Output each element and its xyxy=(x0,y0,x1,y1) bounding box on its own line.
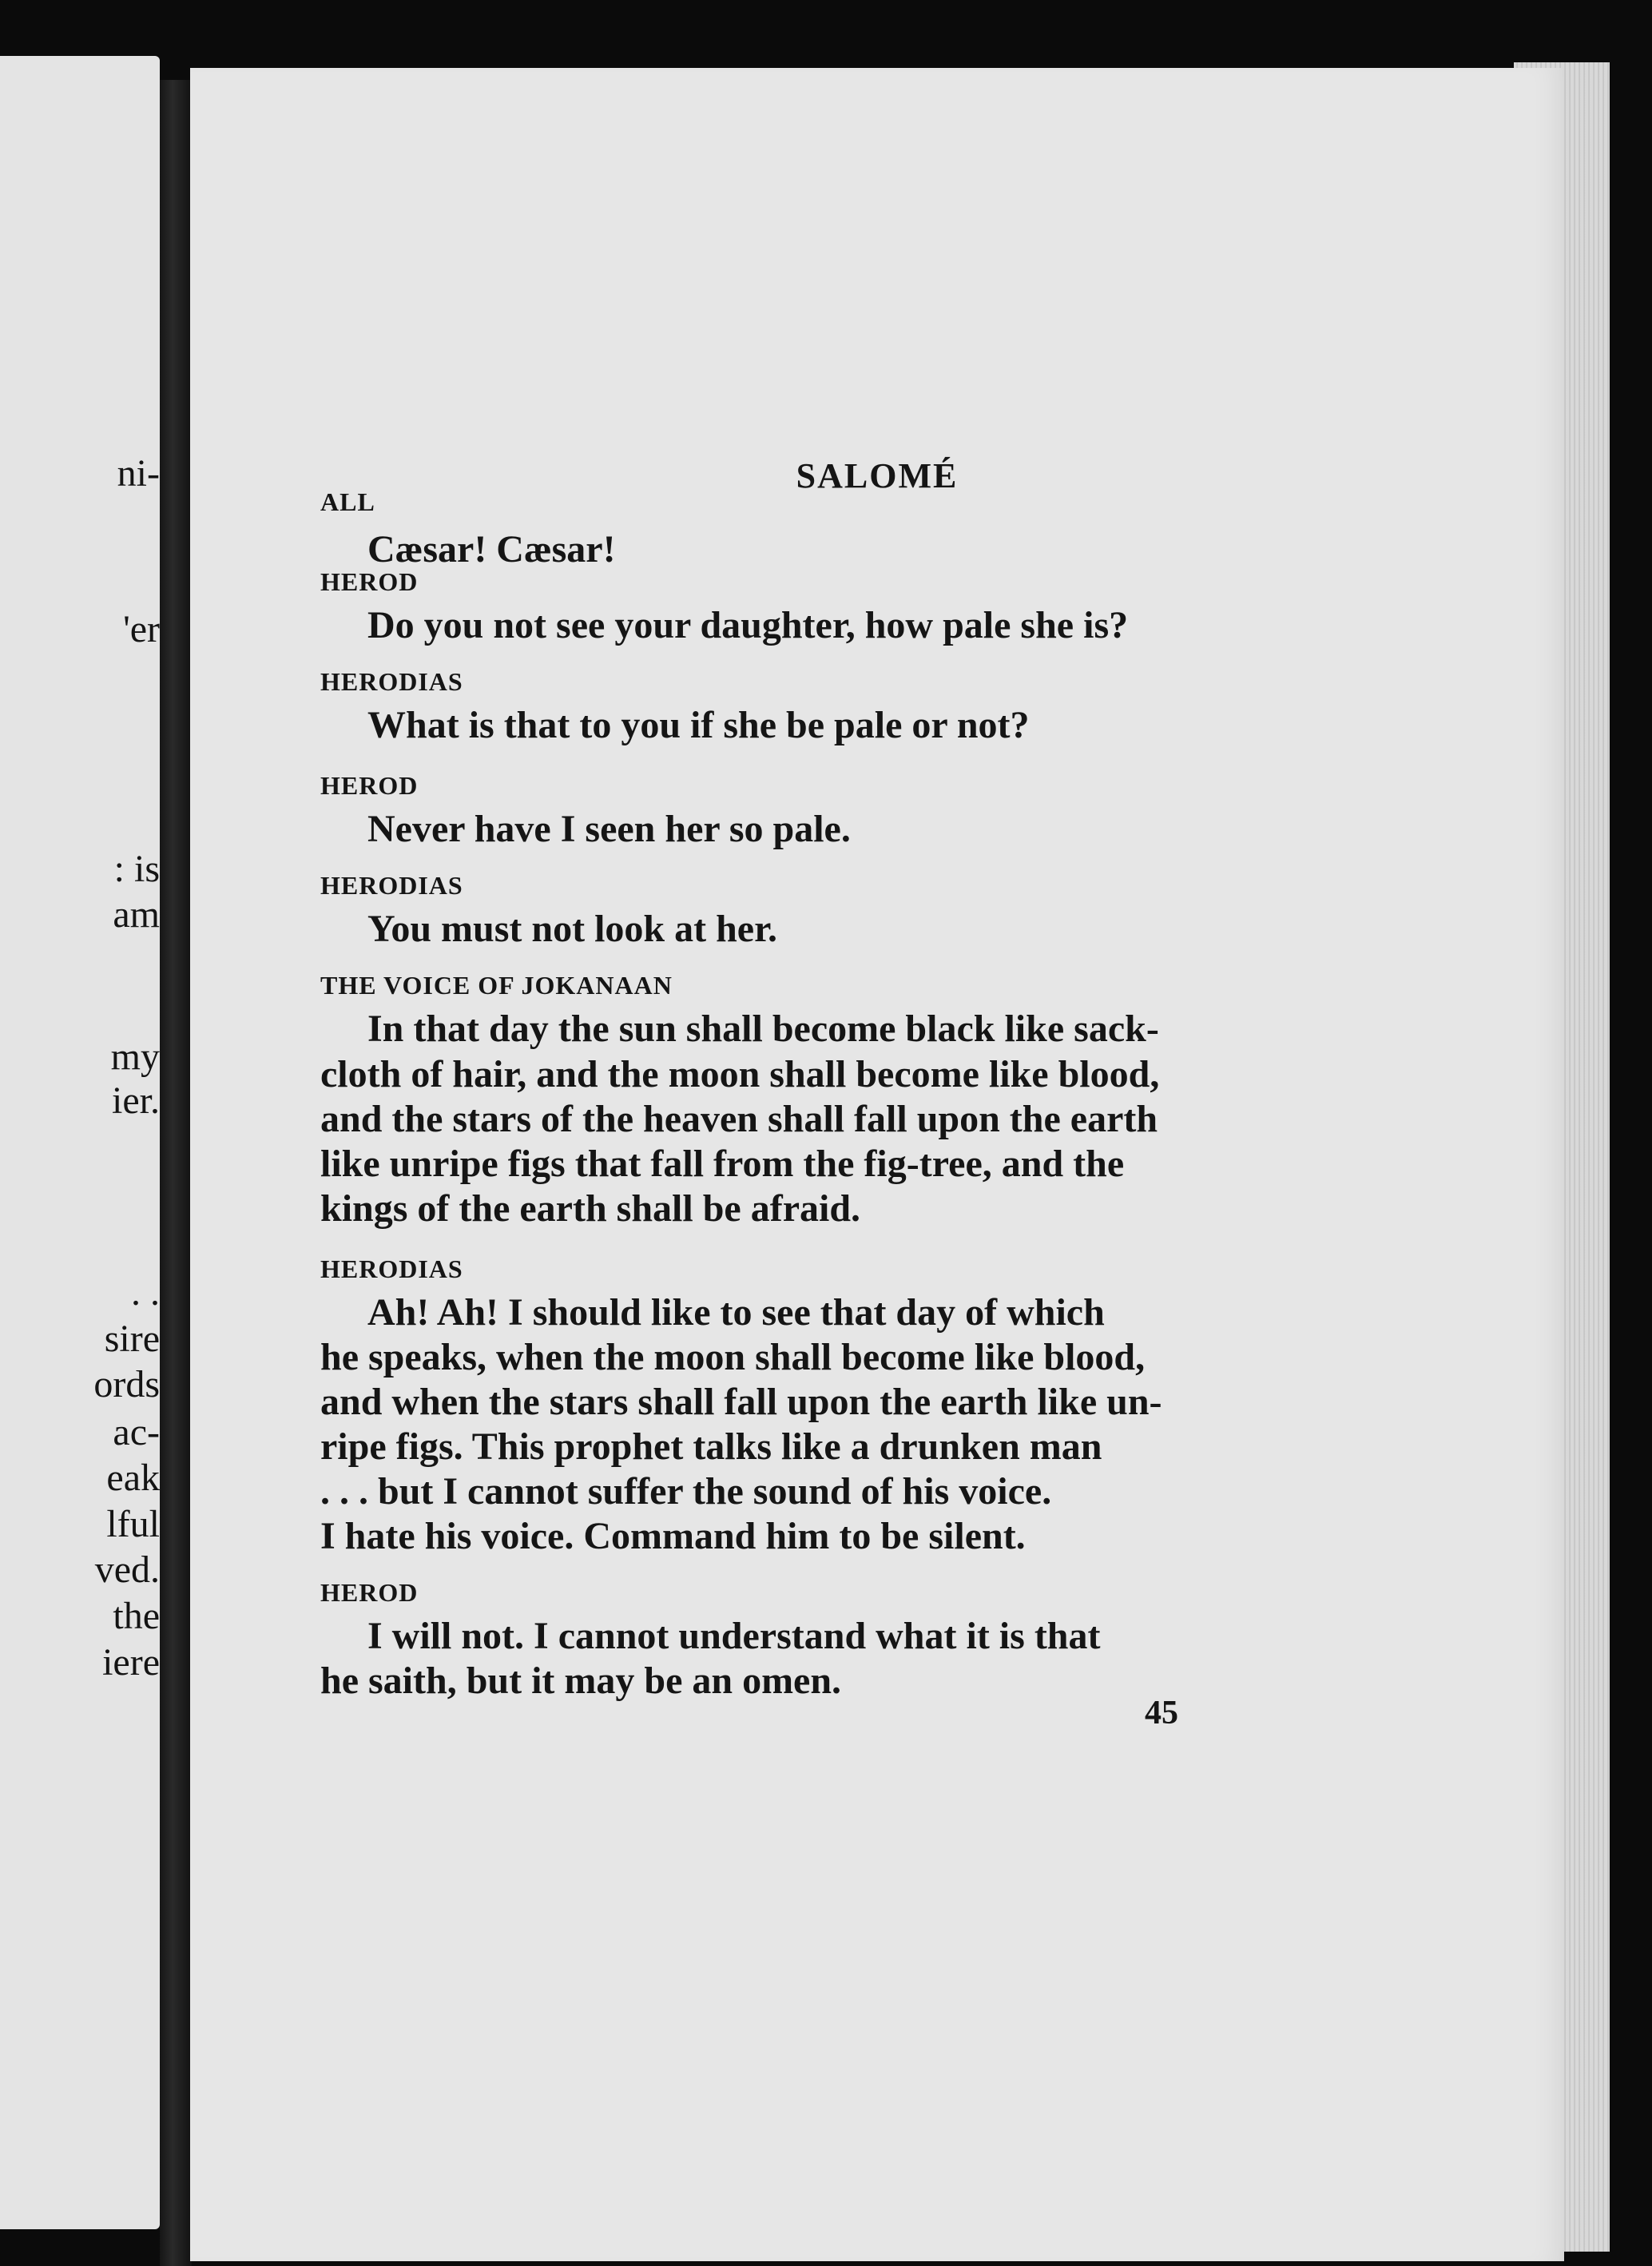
speech-line: Do you not see your daughter, how pale she is? xyxy=(367,604,1129,646)
previous-page-fragment: iere xyxy=(102,1641,160,1684)
previous-page-edge xyxy=(0,56,160,2229)
previous-page-fragment: eak xyxy=(106,1457,160,1499)
previous-page-fragment: ier. xyxy=(112,1079,160,1122)
previous-page-fragment: the xyxy=(113,1595,160,1637)
speaker-name: HEROD xyxy=(320,1578,419,1607)
previous-page-fragment: : is xyxy=(113,848,160,890)
previous-page-fragment: 'er xyxy=(123,608,160,650)
speech-line: kings of the earth shall be afraid. xyxy=(320,1187,861,1230)
speech-line: . . . but I cannot suffer the sound of his voice. xyxy=(320,1470,1052,1513)
speaker-name: ALL xyxy=(320,487,375,516)
speech-line: I hate his voice. Command him to be silent. xyxy=(320,1515,1026,1557)
speech-line: Ah! Ah! I should like to see that day of which xyxy=(367,1291,1105,1334)
speech-line: You must not look at her. xyxy=(367,908,777,950)
previous-page-fragment: sire xyxy=(104,1318,160,1360)
speech-line: What is that to you if she be pale or not? xyxy=(367,704,1030,746)
speaker-name: HERODIAS xyxy=(320,1254,463,1283)
speech-line: ripe figs. This prophet talks like a drunken man xyxy=(320,1425,1102,1468)
previous-page-fragment: lful xyxy=(106,1503,160,1545)
previous-page-fragment: ords xyxy=(93,1363,160,1405)
speech-line: cloth of hair, and the moon shall become like blood, xyxy=(320,1053,1160,1095)
speaker-name: HERODIAS xyxy=(320,871,463,900)
speech-line: he saith, but it may be an omen. xyxy=(320,1660,842,1702)
speaker-name: HEROD xyxy=(320,771,419,800)
book-gutter xyxy=(160,80,192,2266)
speech-line: I will not. I cannot understand what it is that xyxy=(367,1615,1101,1657)
speech-line: and the stars of the heaven shall fall upon the earth xyxy=(320,1098,1158,1140)
speaker-name: THE VOICE OF JOKANAAN xyxy=(320,971,673,1000)
speech-line: he speaks, when the moon shall become like blood, xyxy=(320,1336,1146,1378)
speech-line: and when the stars shall fall upon the earth like un- xyxy=(320,1381,1162,1423)
book-page xyxy=(190,68,1564,2261)
speaker-name: HEROD xyxy=(320,567,419,596)
speech-line: Cæsar! Cæsar! xyxy=(367,528,616,570)
speech-line: like unripe figs that fall from the fig-tree, and the xyxy=(320,1143,1125,1185)
page-number: 45 xyxy=(1145,1695,1178,1731)
previous-page-fragment: ved. xyxy=(94,1548,160,1591)
previous-page-fragment: ni- xyxy=(117,452,160,495)
previous-page-fragment: am xyxy=(113,893,160,936)
speaker-name: HERODIAS xyxy=(320,667,463,696)
speech-line: Never have I seen her so pale. xyxy=(367,808,851,850)
previous-page-fragment: . . xyxy=(131,1271,160,1314)
previous-page-fragment: ac- xyxy=(113,1411,160,1453)
previous-page-fragment: my xyxy=(110,1036,160,1078)
running-head: SALOMÉ xyxy=(796,456,959,495)
speech-line: In that day the sun shall become black like sack- xyxy=(367,1008,1159,1050)
